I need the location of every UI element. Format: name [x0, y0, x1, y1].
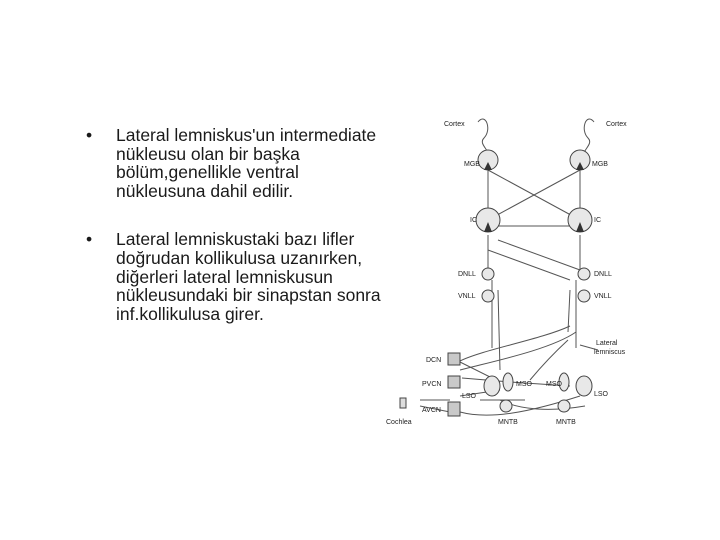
mntb-left-node: [500, 400, 512, 412]
auditory-pathway-diagram: [380, 100, 710, 440]
dnll-right-node: [578, 268, 590, 280]
bullet-text: Lateral lemniskustaki bazı lifler doğrudan kollikulusa uzanırken, diğerleri lateral lemniskusun nükleusundaki bir sinapstan sonra inf.kollikulusa girer.: [116, 229, 381, 324]
vnll-right-label: VNLL: [594, 293, 612, 300]
lateral-lemniscus-label-line1: Lateral: [596, 340, 618, 347]
bullet-marker: •: [86, 229, 93, 250]
avcn-box: [448, 402, 460, 416]
avcn-label: AVCN: [422, 407, 441, 414]
mntb-right-node: [558, 400, 570, 412]
mgb-left-label: MGB: [464, 161, 480, 168]
pvcn-box: [448, 376, 460, 388]
dnll-right-label: DNLL: [594, 271, 612, 278]
cortex-left-label: Cortex: [444, 121, 465, 128]
lso-left-label: LSO: [462, 393, 477, 400]
lateral-lemniscus-label-line2: lemniscus: [594, 349, 626, 356]
bullet-marker: •: [86, 125, 93, 145]
dcn-label: DCN: [426, 357, 442, 364]
ic-right-label: IC: [594, 217, 601, 224]
bullet-item: [86, 126, 386, 200]
dnll-left-label: DNLL: [458, 271, 476, 278]
bullet-text: Lateral lemniskus'un intermediate nükleusu olan bir başka bölüm,genellikle ventral nükleusuna dahil edilir.: [116, 125, 377, 201]
dcn-box: [448, 353, 460, 365]
dnll-left-node: [482, 268, 494, 280]
cortex-right-shape: [584, 119, 594, 156]
lso-right-label: LSO: [594, 391, 609, 398]
mso-right-label: MSO: [546, 381, 562, 388]
mntb-right-label: MNTB: [556, 419, 576, 426]
cochlea-shape: [400, 398, 406, 408]
vnll-left-label: VNLL: [458, 293, 476, 300]
mso-left-node: [503, 373, 513, 391]
lso-right-node: [576, 376, 592, 396]
lso-left-node: [484, 376, 500, 396]
cortex-right-label: Cortex: [606, 121, 627, 128]
mgb-right-label: MGB: [592, 161, 608, 168]
mntb-left-label: MNTB: [498, 419, 518, 426]
pvcn-label: PVCN: [422, 381, 442, 388]
vnll-left-node: [482, 290, 494, 302]
ic-left-label: IC: [470, 217, 477, 224]
bullet-list: [86, 126, 386, 353]
cochlea-label: Cochlea: [386, 419, 412, 426]
mso-left-label: MSO: [516, 381, 532, 388]
bullet-item: [86, 230, 386, 323]
vnll-right-node: [578, 290, 590, 302]
